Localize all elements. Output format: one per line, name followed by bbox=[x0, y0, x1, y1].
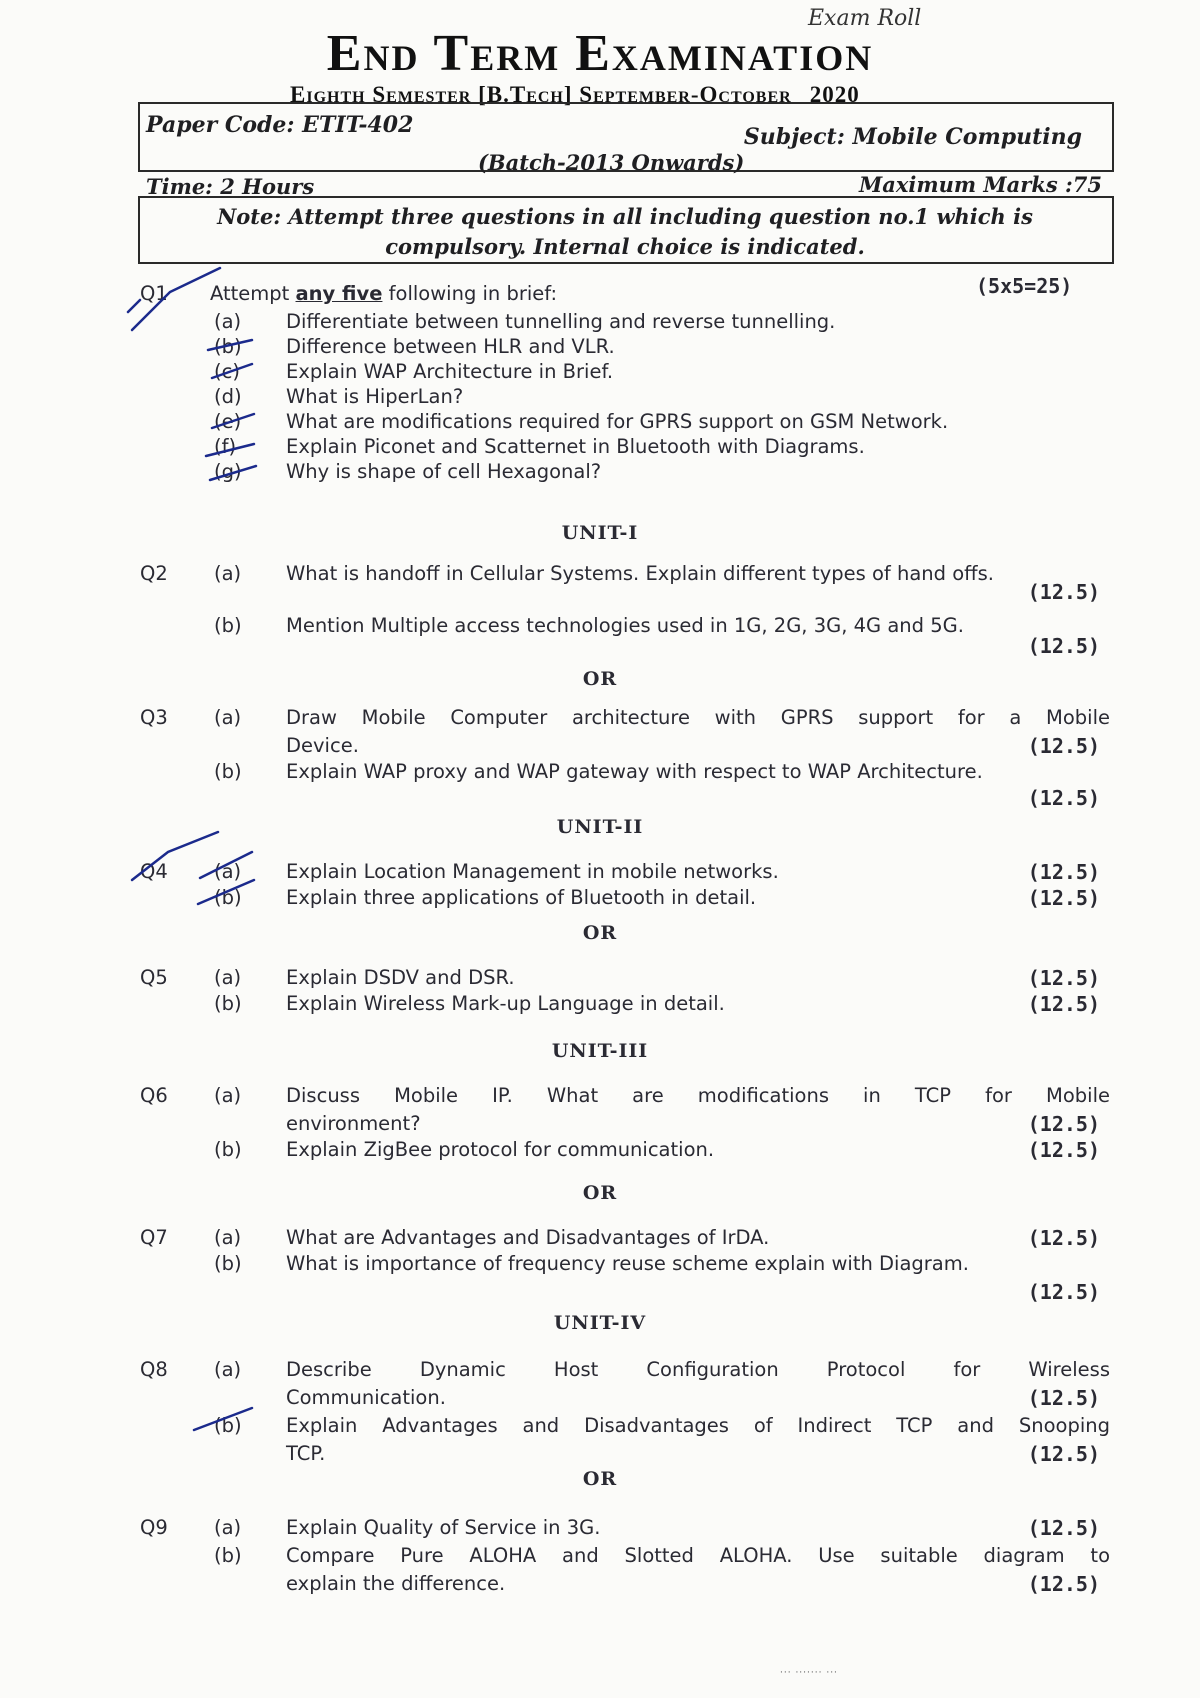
marks-label: (12.5) bbox=[1027, 1280, 1100, 1304]
q3-a bbox=[0, 706, 1200, 736]
part-text: Explain WAP proxy and WAP gateway with respect to WAP Architecture. bbox=[286, 760, 983, 783]
marks-label: (12.5) bbox=[1027, 992, 1100, 1016]
q8-a bbox=[0, 1358, 1200, 1388]
q1-instruction bbox=[210, 282, 557, 305]
part-label: (a) bbox=[214, 1358, 242, 1381]
part-label: (a) bbox=[214, 1084, 242, 1107]
part-label: (a) bbox=[214, 310, 242, 333]
exam-year: 2020 bbox=[809, 82, 860, 107]
part-text-cont: Device. bbox=[286, 734, 359, 757]
part-label: (b) bbox=[214, 614, 242, 637]
q9-b bbox=[0, 1544, 1200, 1574]
question-number: Q8 bbox=[140, 1358, 168, 1381]
part-text: What are Advantages and Disadvantages of IrDA. bbox=[286, 1226, 770, 1249]
part-text: What are modifications required for GPRS support on GSM Network. bbox=[286, 410, 949, 433]
part-label: (f) bbox=[214, 435, 237, 458]
marks-label: (12.5) bbox=[1027, 1442, 1100, 1466]
q4-b bbox=[0, 886, 1200, 916]
marks-label: (12.5) bbox=[1027, 1112, 1100, 1136]
q6-a bbox=[0, 1084, 1200, 1114]
list-item bbox=[0, 460, 1200, 490]
q9-a bbox=[0, 1516, 1200, 1546]
part-text: Explain DSDV and DSR. bbox=[286, 966, 515, 989]
or-separator: OR bbox=[582, 1182, 618, 1204]
part-text: Explain Location Management in mobile networks. bbox=[286, 860, 779, 883]
footer-mark: ··· ······· ··· bbox=[780, 1668, 838, 1678]
unit-heading: UNIT-II bbox=[556, 816, 644, 838]
marks-label: (12.5) bbox=[1027, 1572, 1100, 1596]
q6-b bbox=[0, 1138, 1200, 1168]
note-line-2: compulsory. Internal choice is indicated. bbox=[385, 234, 865, 259]
marks-label: (12.5) bbox=[1027, 1386, 1100, 1410]
instructions-note bbox=[150, 202, 1100, 262]
exam-roll-label: Exam Roll bbox=[808, 6, 922, 31]
or-separator: OR bbox=[582, 922, 618, 944]
part-label: (b) bbox=[214, 886, 242, 909]
maximum-marks: Maximum Marks :75 bbox=[859, 172, 1102, 197]
question-number: Q1 bbox=[140, 282, 168, 305]
question-number: Q6 bbox=[140, 1084, 168, 1107]
q8-a-cont bbox=[0, 1386, 1200, 1416]
unit-heading: UNIT-IV bbox=[553, 1312, 647, 1334]
or-separator: OR bbox=[582, 668, 618, 690]
q1-intro-b: any five bbox=[295, 282, 383, 305]
part-text: What is HiperLan? bbox=[286, 385, 464, 408]
part-text: Explain Piconet and Scatternet in Bluetooth with Diagrams. bbox=[286, 435, 865, 458]
part-label: (a) bbox=[214, 1226, 242, 1249]
part-text: Explain WAP Architecture in Brief. bbox=[286, 360, 614, 383]
part-text: Explain three applications of Bluetooth in detail. bbox=[286, 886, 757, 909]
q9-b-cont bbox=[0, 1572, 1200, 1602]
marks-label: (12.5) bbox=[1027, 1516, 1100, 1540]
part-label: (g) bbox=[214, 460, 242, 483]
part-text: Discuss Mobile IP. What are modifications in TCP for Mobile bbox=[286, 1084, 1110, 1107]
part-text: Explain Quality of Service in 3G. bbox=[286, 1516, 601, 1539]
marks-label: (12.5) bbox=[1027, 634, 1100, 658]
subject: Subject: Mobile Computing bbox=[743, 124, 1082, 150]
part-text: Explain Wireless Mark-up Language in detail. bbox=[286, 992, 725, 1015]
page-title: End Term Examination bbox=[326, 25, 874, 82]
q3-b-marks-row bbox=[0, 786, 1200, 816]
part-text: Mention Multiple access technologies used in 1G, 2G, 3G, 4G and 5G. bbox=[286, 614, 964, 637]
part-label: (a) bbox=[214, 860, 242, 883]
part-label: (b) bbox=[214, 1252, 242, 1275]
part-text: Compare Pure ALOHA and Slotted ALOHA. Use suitable diagram to bbox=[286, 1544, 1110, 1567]
part-text-cont: Communication. bbox=[286, 1386, 446, 1409]
q7-b bbox=[0, 1252, 1200, 1282]
unit-heading: UNIT-III bbox=[551, 1040, 649, 1062]
marks-label: (12.5) bbox=[1027, 966, 1100, 990]
q1-intro-c: following in brief: bbox=[382, 282, 558, 305]
q1-intro-a: Attempt bbox=[210, 282, 296, 305]
note-line-1: Note: Attempt three questions in all including question no.1 which is bbox=[217, 204, 1033, 229]
part-label: (b) bbox=[214, 1544, 242, 1567]
batch: (Batch-2013 Onwards) bbox=[478, 150, 745, 175]
part-text: Why is shape of cell Hexagonal? bbox=[286, 460, 602, 483]
part-label: (a) bbox=[214, 706, 242, 729]
part-label: (b) bbox=[214, 760, 242, 783]
part-label: (d) bbox=[214, 385, 242, 408]
part-label: (a) bbox=[214, 966, 242, 989]
paper-code: Paper Code: ETIT-402 bbox=[146, 112, 414, 138]
unit-heading: UNIT-I bbox=[561, 522, 639, 544]
part-text: Difference between HLR and VLR. bbox=[286, 335, 615, 358]
part-text: Explain ZigBee protocol for communication. bbox=[286, 1138, 715, 1161]
part-label: (b) bbox=[214, 1414, 242, 1437]
part-text: Differentiate between tunnelling and reverse tunnelling. bbox=[286, 310, 836, 333]
part-label: (a) bbox=[214, 562, 242, 585]
question-number: Q5 bbox=[140, 966, 168, 989]
semester-text: Eighth Semester [B.Tech] September-October bbox=[290, 82, 792, 107]
q1-marks: (5x5=25) bbox=[976, 274, 1073, 298]
question-number: Q9 bbox=[140, 1516, 168, 1539]
marks-label: (12.5) bbox=[1027, 1226, 1100, 1250]
marks-label: (12.5) bbox=[1027, 580, 1100, 604]
part-text: Draw Mobile Computer architecture with GPRS support for a Mobile bbox=[286, 706, 1110, 729]
part-text-cont: environment? bbox=[286, 1112, 421, 1135]
part-label: (b) bbox=[214, 335, 242, 358]
marks-label: (12.5) bbox=[1027, 886, 1100, 910]
or-separator: OR bbox=[582, 1468, 618, 1490]
part-text-cont: explain the difference. bbox=[286, 1572, 506, 1595]
question-number: Q7 bbox=[140, 1226, 168, 1249]
part-label: (a) bbox=[214, 1516, 242, 1539]
q7-b-marks-row bbox=[0, 1280, 1200, 1310]
marks-label: (12.5) bbox=[1027, 734, 1100, 758]
time-allowed: Time: 2 Hours bbox=[146, 174, 315, 199]
marks-label: (12.5) bbox=[1027, 786, 1100, 810]
q2-b-marks-row bbox=[0, 634, 1200, 664]
part-label: (b) bbox=[214, 1138, 242, 1161]
part-text: Describe Dynamic Host Configuration Protocol for Wireless bbox=[286, 1358, 1110, 1381]
q2-a-marks-row bbox=[0, 580, 1200, 610]
part-text-cont: TCP. bbox=[286, 1442, 326, 1465]
q8-b bbox=[0, 1414, 1200, 1444]
part-text: Explain Advantages and Disadvantages of Indirect TCP and Snooping bbox=[286, 1414, 1110, 1437]
part-text: What is importance of frequency reuse scheme explain with Diagram. bbox=[286, 1252, 969, 1275]
question-number: Q4 bbox=[140, 860, 168, 883]
question-number: Q2 bbox=[140, 562, 168, 585]
marks-label: (12.5) bbox=[1027, 1138, 1100, 1162]
question-number: Q3 bbox=[140, 706, 168, 729]
q1-intro bbox=[0, 274, 1200, 312]
part-label: (b) bbox=[214, 992, 242, 1015]
part-label: (c) bbox=[214, 360, 240, 383]
marks-label: (12.5) bbox=[1027, 860, 1100, 884]
part-text: What is handoff in Cellular Systems. Explain different types of hand offs. bbox=[286, 562, 994, 585]
q5-b bbox=[0, 992, 1200, 1022]
part-label: (e) bbox=[214, 410, 242, 433]
